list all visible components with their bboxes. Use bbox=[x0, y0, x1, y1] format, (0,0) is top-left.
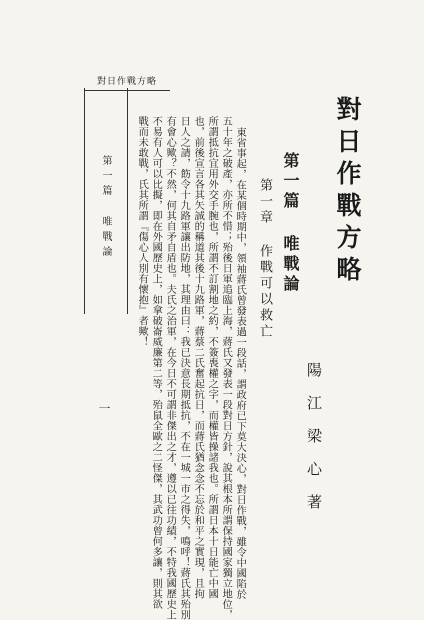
paragraph-line: 所謂抵抗宜用外交手腕也，所謂不訂割地之約，不簽喪權之字，而權皆操諸我也。所謂日本十日能亡中國 bbox=[206, 116, 218, 599]
paragraph-line: 也，前後宣言各其矢誠的稱道其後十九路軍，蔣蔡二氏奮起抗日，而蔣氏猶念念不忘於和平之實現，且拘 bbox=[192, 116, 204, 599]
running-header: 對日作戰方略 bbox=[84, 74, 170, 91]
chapter-heading: 第一章 作戰可以救亡 bbox=[257, 178, 272, 340]
margin-section-label: 第一篇 唯戰論 bbox=[100, 155, 111, 261]
paragraph-line: 日人之請，飭令十九路軍讓出防地，其理由曰：我已決意長期抵抗，不在一城一市之得失，鳴呼！蔣氏其殆別 bbox=[178, 116, 190, 620]
section-heading: 第一篇 唯戰論 bbox=[281, 152, 300, 295]
paragraph-line: 有會心歟？不然，何其自矛自盾也。夫氏之治軍，在今日不可謂非傑出之才，遵以已往功績，不特我國歷史上 bbox=[164, 116, 176, 620]
book-title: 對日作戰方略 bbox=[333, 96, 362, 288]
paragraph-line: 戰而未敢戰，氏其所謂『傷心人別有懷抱』者歟！ bbox=[136, 116, 148, 347]
paragraph-line: 五十年之破產，亦所不惜；殆後日軍追臨上海，蔣氏又發表一段對日方針，說其根本所謂保持國家獨立地位， bbox=[220, 116, 232, 620]
author-line: 陽江梁心著 bbox=[305, 362, 323, 527]
margin-rule-left bbox=[84, 88, 85, 314]
margin-rule-right bbox=[127, 88, 128, 314]
paragraph-line: 不易有人可以比擬，即在外國歷史上，如拿破崙威廉第二等，殆鼠全歐之二怪傑，其武功曾何多讓，則其欲 bbox=[150, 116, 162, 610]
page-number: 一 bbox=[97, 402, 111, 414]
paragraph-line: 東省事起，在某個時期中，領袖蔣氏曾發表過一段話，謂政府已下莫大決心，對日作戰，雖令中國陷於 bbox=[234, 127, 246, 600]
